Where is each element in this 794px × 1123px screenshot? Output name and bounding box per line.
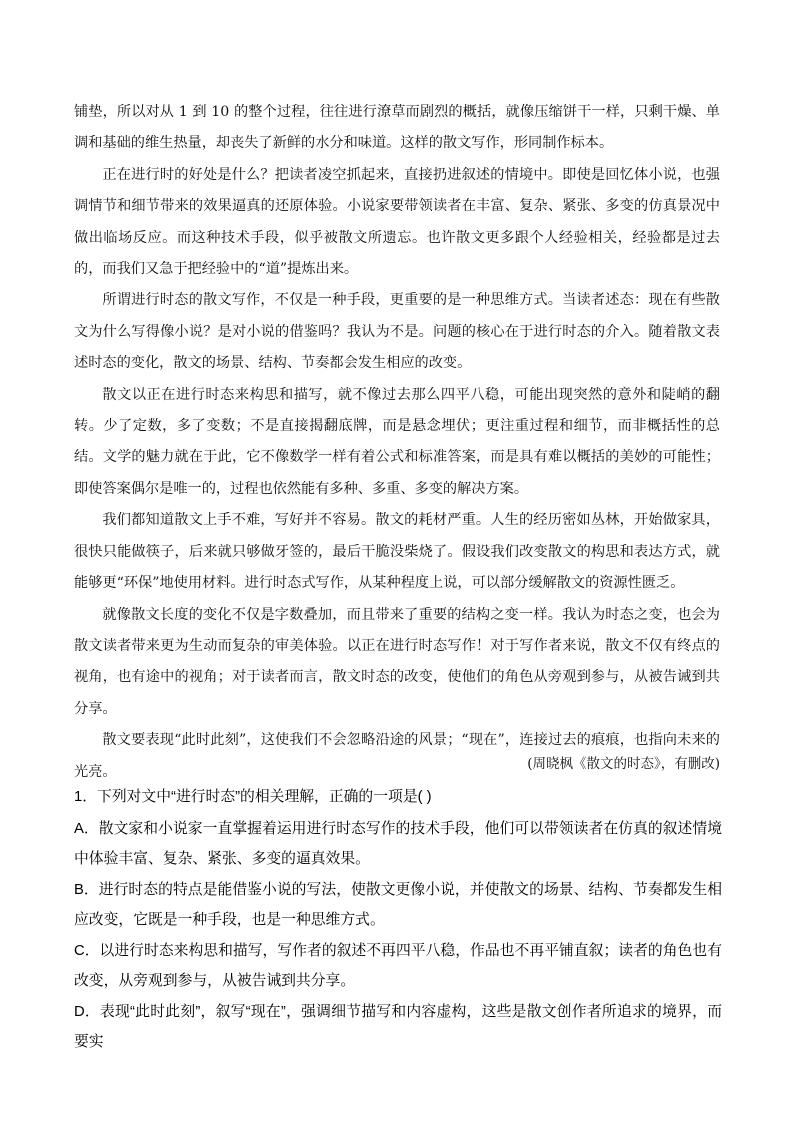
article-paragraph: 散文要表现“此时此刻”，这使我们不会忽略沿途的风景；“现在”，连接过去的痕痕，也指向未来的光亮。 [74,732,720,780]
article-paragraph: 散文以正在进行时态来构思和描写，就不像过去那么四平八稳，可能出现突然的意外和陡峭的翻转。少了定数，多了变数；不是直接揭翻底牌，而是悬念埋伏；更注重过程和细节，而非概括性的总结。文学的魅力就在于此，它不像数学一样有着公式和标准答案，而是具有难以概括的美妙的可能性；即使答案偶尔是唯一的，过程也依然能有多种、多重、多变的解决方案。 [74,386,720,497]
question-stem: 1．下列对文中“进行时态”的相关理解，正确的一项是( ) [74,789,432,805]
article-paragraph: 铺垫，所以对从 1 到 10 的整个过程，往往进行潦草而剧烈的概括，就像压缩饼干一样，只剩干燥、单调和基础的维生热量，却丧失了新鲜的水分和味道。这样的散文写作，形同制作标本。 [74,104,720,152]
option-a[interactable]: A．散文家和小说家一直掌握着运用进行时态写作的技术手段，他们可以带领读者在仿真的叙述情境中体验丰富、复杂、紧张、多变的逼真效果。 [74,820,722,867]
article-paragraph: 所谓进行时态的散文写作，不仅是一种手段，更重要的是一种思维方式。当读者述态：现在有些散文为什么写得像小说？是对小说的借鉴吗？我认为不是。问题的核心在于进行时态的介入。随着散文表述时态的变化，散文的场景、结构、节奏都会发生相应的改变。 [74,292,720,372]
article-body [74,97,720,788]
option-b[interactable]: B．进行时态的特点是能借鉴小说的写法，使散文更像小说，并使散文的场景、结构、节奏都发生相应改变，它既是一种手段，也是一种思维方式。 [74,881,722,928]
option-c[interactable]: C．以进行时态来构思和描写，写作者的叙述不再四平八稳，作品也不再平铺直叙；读者的角色也有改变，从旁观到参与，从被告诫到共分享。 [74,942,722,989]
question-block [74,782,722,1058]
article-paragraph: 就像散文长度的变化不仅是字数叠加，而且带来了重要的结构之变一样。我认为时态之变，也会为散文读者带来更为生动而复杂的审美体验。以正在进行时态写作！对于写作者来说，散文不仅有终点的视角，也有途中的视角；对于读者而言，散文时态的改变，使他们的角色从旁观到参与，从被告诫到共分享。 [74,606,720,717]
article-paragraph: 正在进行时的好处是什么？把读者凌空抓起来，直接扔进叙述的情境中。即使是回忆体小说，也强调情节和细节带来的效果逼真的还原体验。小说家要带领读者在丰富、复杂、紧张、多变的仿真景况中做出临场反应。而这种技术手段，似乎被散文所遗忘。也许散文更多跟个人经验相关，经验都是过去的，而我们又急于把经验中的“道”提炼出来。 [74,166,720,278]
article-source: (周晓枫《散文的时态》，有删改) [527,756,720,772]
option-d[interactable]: D．表现“此时此刻”，叙写“现在”，强调细节描写和内容虚构，这些是散文创作者所追求的境界，而要实 [74,1003,722,1050]
article-paragraph: 我们都知道散文上手不难，写好并不容易。散文的耗材严重。人生的经历密如丛林，开始做家具，很快只能做筷子，后来就只够做牙签的，最后干脆没柴烧了。假设我们改变散文的构思和表达方式，就能够更“环保”地使用材料。进行时态式写作，从某种程度上说，可以部分缓解散文的资源性匮乏。 [74,512,720,592]
